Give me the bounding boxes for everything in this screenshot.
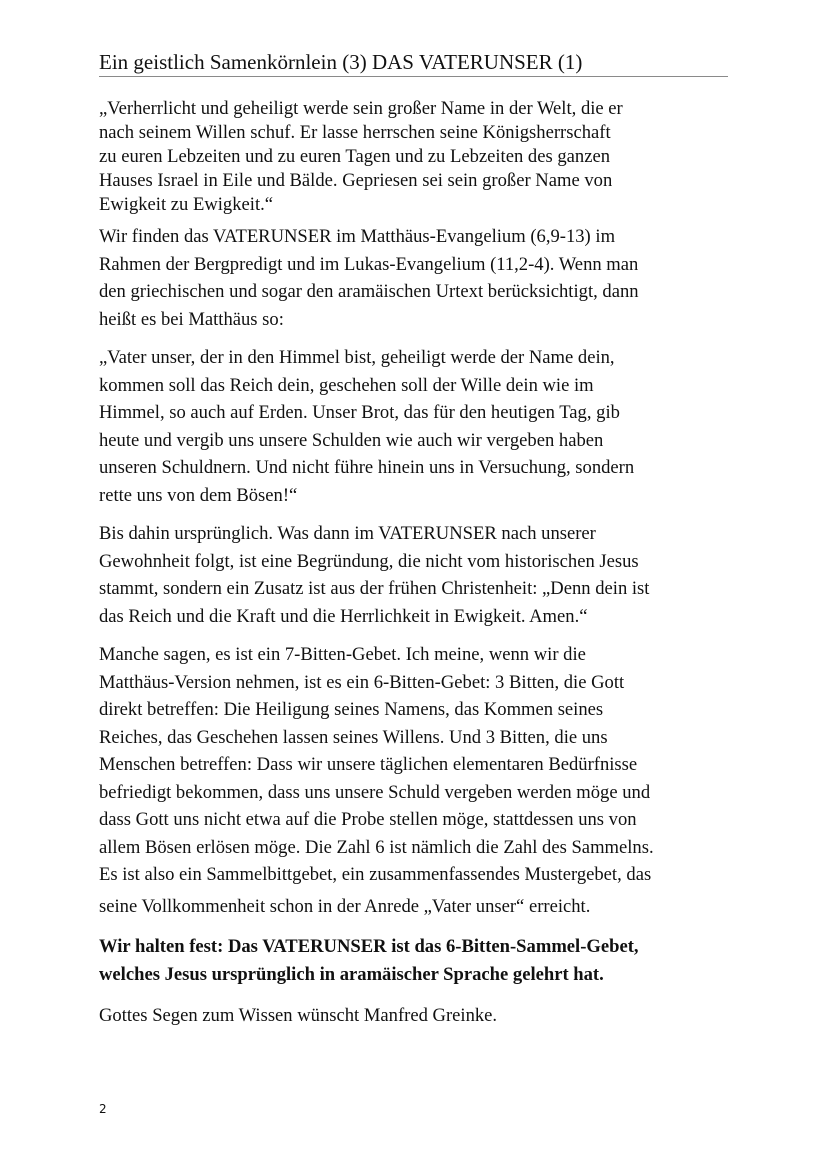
text-line: dass Gott uns nicht etwa auf die Probe stellen möge, stattdessen uns von [99, 809, 637, 830]
text-line: Matthäus-Version nehmen, ist es ein 6-Bitten-Gebet: 3 Bitten, die Gott [99, 671, 625, 693]
text-line: stammt, sondern ein Zusatz ist aus der frühen Christenheit: „Denn dein ist [99, 578, 650, 599]
text-line: heißt es bei Matthäus so: [99, 308, 284, 330]
text-line: unseren Schuldnern. Und nicht führe hinein uns in Versuchung, sondern [99, 457, 635, 478]
header-title: Ein geistlich Samenkörnlein (3) DAS VATERUNSER (1) [99, 50, 583, 74]
text-line: Manche sagen, es ist ein 7-Bitten-Gebet. Ich meine, wenn wir die [99, 644, 586, 665]
text-line: Rahmen der Bergpredigt und im Lukas-Evangelium (11,2-4). Wenn man [99, 253, 639, 275]
quote-kaddish-paragraph [99, 97, 731, 217]
text-line: Menschen betreffen: Dass wir unsere täglichen elementaren Bedürfnisse [99, 754, 638, 775]
prayer-quote-paragraph [99, 344, 731, 509]
sources-paragraph [99, 223, 731, 333]
text-line: „Verherrlicht und geheiligt werde sein großer Name in der Welt, die er [99, 98, 623, 119]
text-line: Hauses Israel in Eile und Bälde. Gepriesen sei sein großer Name von [99, 170, 613, 191]
text-line: nach seinem Willen schuf. Er lasse herrschen seine Königsherrschaft [99, 122, 611, 143]
text-line: Reiches, das Geschehen lassen seines Willens. Und 3 Bitten, die uns [99, 726, 608, 748]
text-line: seine Vollkommenheit schon in der Anrede „Vater unser“ erreicht. [99, 895, 591, 917]
summary-paragraph [99, 933, 731, 989]
doxology-paragraph [99, 520, 731, 630]
text-line: befriedigt bekommen, dass uns unsere Schuld vergeben werden möge und [99, 781, 651, 803]
text-line: Bis dahin ursprünglich. Was dann im VATERUNSER nach unserer [99, 523, 596, 544]
text-line: den griechischen und sogar den aramäischen Urtext berücksichtigt, dann [99, 281, 639, 302]
text-line: Gottes Segen zum Wissen wünscht Manfred Greinke. [99, 1005, 498, 1026]
text-line: Wir halten fest: Das VATERUNSER ist das 6-Bitten-Sammel-Gebet, [99, 936, 639, 957]
closing-paragraph [99, 1002, 731, 1030]
text-line: direkt betreffen: Die Heiligung seines Namens, das Kommen seines [99, 699, 604, 720]
text-line: heute und vergib uns unsere Schulden wie auch wir vergeben haben [99, 429, 604, 451]
text-line: Ewigkeit zu Ewigkeit.“ [99, 194, 274, 215]
text-line: welches Jesus ursprünglich in aramäischer Sprache gelehrt hat. [99, 964, 604, 985]
petitions-paragraph [99, 641, 731, 920]
page-header [99, 49, 728, 77]
text-line: Himmel, so auch auf Erden. Unser Brot, das für den heutigen Tag, gib [99, 402, 620, 423]
text-line: rette uns von dem Bösen!“ [99, 484, 298, 506]
text-line: „Vater unser, der in den Himmel bist, geheiligt werde der Name dein, [99, 347, 615, 368]
text-line: Wir finden das VATERUNSER im Matthäus-Evangelium (6,9-13) im [99, 226, 616, 247]
text-line: das Reich und die Kraft und die Herrlichkeit in Ewigkeit. Amen.“ [99, 605, 588, 627]
text-line: kommen soll das Reich dein, geschehen soll der Wille dein wie im [99, 374, 594, 396]
text-line: zu euren Lebzeiten und zu euren Tagen und zu Lebzeiten des ganzen [99, 146, 610, 167]
page-number: 2 [99, 1102, 107, 1116]
document-body [99, 97, 731, 1030]
text-line: allem Bösen erlösen möge. Die Zahl 6 ist nämlich die Zahl des Sammelns. [99, 836, 654, 858]
text-line: Es ist also ein Sammelbittgebet, ein zusammenfassendes Mustergebet, das [99, 864, 652, 885]
text-line: Gewohnheit folgt, ist eine Begründung, die nicht vom historischen Jesus [99, 550, 639, 572]
